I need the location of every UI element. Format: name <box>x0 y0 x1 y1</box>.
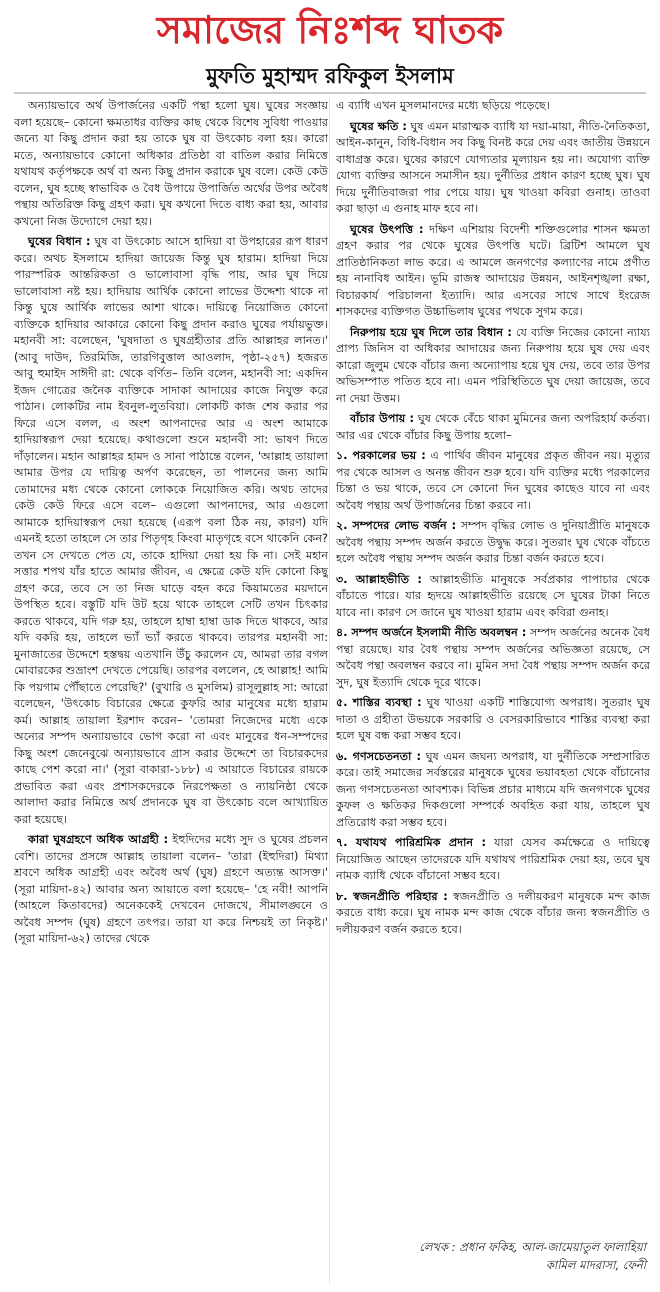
paragraph-nirupay <box>336 325 650 408</box>
article-header <box>0 0 660 94</box>
left-column <box>14 98 328 1284</box>
heading-upay: বাঁচার উপায় : <box>350 412 414 425</box>
list-item-6 <box>336 749 650 832</box>
list-item-1-heading: ১. পরকালের ভয় : <box>336 449 426 462</box>
article-title: সমাজের নিঃশব্দ ঘাতক <box>156 8 504 52</box>
paragraph-khoti <box>336 119 650 218</box>
list-item-8-text: স্বজনপ্রীতি ও দলীয়করণ মানুষকে মন্দ কাজ করতে বাধ্য করে। ঘুষ নামক মন্দ কাজ থেকে বাঁচার জন্য স্বজনপ্রীতি ও দলীয়করণ বর্জন করতে হবে। <box>336 889 650 936</box>
list-item-6-text: ঘুষ এমন জঘন্য অপরাধ, যা দুর্নীতিকে সম্প্রসারিত করে। তাই সমাজের সর্বস্তরের মানুষকে ঘুষের ভয়াবহতা থেকে বাঁচানোর জন্য গণসচেতনতা আবশ্যক। বিভিন্ন প্রচার মাধ্যমে যদি জনগণকে ঘুষের কুফল ও ক্ষতিকর দিকগুলো সম্পর্কে অবহিত করা যায়, তাহলে ঘুষ প্রতিরোধ করা সম্ভব হবে। <box>336 749 650 829</box>
heading-bidhan: ঘুষের বিধান : <box>28 235 91 248</box>
heading-nirupay: নিরুপায় হয়ে ঘুষ দিলে তার বিধান : <box>350 325 512 339</box>
text-upay: ঘুষ থেকে বেঁচে থাকা মুমিনের জন্য অপরিহার্য কর্তব্য। আর এর থেকে বাঁচার কিছু উপায় হলো– <box>336 412 650 442</box>
paragraph-continuation: এ ব্যাধি এখন মুসলমানদের মধ্যে ছড়িয়ে পড়েছে। <box>336 99 550 112</box>
list-item-2 <box>336 518 650 568</box>
list-item-1 <box>336 448 650 514</box>
list-item-3-heading: ৩. আল্লাহভীতি : <box>336 572 422 586</box>
heading-agrohi: কারা ঘুষগ্রহণে অধিক আগ্রহী : <box>28 833 169 846</box>
text-bidhan: ঘুষ বা উৎকোচ আসে হাদিয়া বা উপহারের রূপ ধারণ করে। অথচ ইসলামে হাদিয়া জায়েজ কিন্তু ঘুষ হারাম। হাদিয়া দিয়ে পারস্পরিক আন্তরিকতা ও ভালোবাসা বৃদ্ধি পায়, আর ঘুষ দিয়ে ভালোবাসা নষ্ট হয়। হাদিয়ায় আর্থিক কোনো লাভের উদ্দেশ্য থাকে না কিন্তু ঘুষে আর্থিক লাভের আশা থাকে। দায়িত্বে নিয়োজিত কোনো ব্যক্তিকে হাদিয়ার আকারে কোনো কিছু প্রদান করাও ঘুষের পর্যায়ভুক্ত। মহানবী সা: বলেছেন, 'ঘুষদাতা ও ঘুষগ্রহীতার প্রতি আল্লাহর লানত।' (আবু দাউদ, তিরমিজি, তারগিবুত্তাল আওলাদ, পৃষ্ঠা-২৫৭) হজরত আবু হুমাইদ সাঈদী রা: থেকে বর্ণিত– তিনি বলেন, মহানবী সা: একদিন ইজদ গোত্রের জনৈক ব্যক্তিকে সাদাকা আদায়ের কাজে নিযুক্ত করে পাঠান। লোকটির নাম ইবনুল-লুতবিয়া। লোকটি কাজ শেষ করার পর ফিরে এসে বলল, এ অংশ আপনাদের আর এ অংশ আমাকে হাদিয়াস্বরূপ দেয়া হয়েছে। কথাগুলো শুনে মহানবী সা: ভাষণ দিতে দাঁড়ালেন। মহান আল্লাহর হামদ ও সানা পাঠান্তে বলেন, 'আল্লাহ তায়ালা আমার উপর যে দায়িত্ব অর্পণ করেছেন, তা পালনের জন্য আমি তোমাদের মধ্য থেকে কোনো লোককে নিয়োজিত করি। অথচ তাদের কেউ কেউ ফিরে এসে বলে– এগুলো আপনাদের, আর এগুলো আমাকে হাদিয়াস্বরূপ দেয়া হয়েছে (এরূপ বলা ঠিক নয়, কারণ) যদি এমনই হতো তাহলে সে তার পিতৃগৃহ কিংবা মাতৃগৃহে বসে থাকেনি কেন? তখন সে দেখতে পেত যে, তাকে হাদিয়া দেয়া হয় কি না। সেই মহান সত্তার শপথ যাঁর হাতে আমার জীবন, এ ক্ষেত্রে কেউ যদি কোনো কিছু গ্রহণ করে, তবে সে তা নিজ ঘাড়ে বহন করে কিয়ামতের ময়দানে উপস্থিত হবে। বস্তুটি যদি উট হয়ে থাকে তাহলে সেটি তখন চিৎকার করতে থাকবে, যদি গরু হয়, তাহলে হাম্বা হাম্বা ডাক দিতে থাকবে, আর যদি বকরি হয়, তাহলে ভ্যাঁ ভ্যাঁ করতে থাকবে। তারপর মহানবী সা: মুনাজাতের উদ্দেশে হস্তদ্বয় এতখানি উঁচু করলেন যে, আমরা তার বগল মোবারকের শুভ্রাংশ দেখতে পেয়েছি। তারপর বললেন, হে আল্লাহ! আমি কি পয়গাম পৌঁছাতে পেরেছি?' (বুখারি ও মুসলিম) রাসূলুল্লাহ সা: আরো বলেছেন, 'উৎকোচ বিচারের ক্ষেত্রে কুফরি আর মানুষের মধ্যে হারাম কর্ম। আল্লাহ তায়ালা ইরশাদ করেন– 'তোমরা নিজেদের মধ্যে একে অন্যের সম্পদ অন্যায়ভাবে ভোগ করো না এবং মানুষের ধন-সম্পদের কিছু অংশ জেনেবুঝে অন্যায়ভাবে গ্রাস করার উদ্দেশে তা বিচারকদের কাছে পেশ করো না।' (সূরা বাকারা-১৮৮) এ আয়াতে বিচারের রায়কে প্রভাবিত করা এবং প্রশাসকদেরকে নিরপেক্ষতা ও ন্যায়নিষ্ঠা থেকে আলাদা করার নিমিত্তে অর্থ প্রদানকে ঘুষ বা উৎকোচ বলে আখ্যায়িত করা হয়েছে। <box>14 235 328 826</box>
paragraph-upay <box>336 411 650 444</box>
list-item-7 <box>336 835 650 885</box>
text-utpotti: দক্ষিণ এশিয়ায় বিদেশী শক্তিগুলোর শাসন ক্ষমতা গ্রহণ করার পর থেকে ঘুষের উৎপত্তি ঘটে। ব্রিটিশ আমলে ঘুষ প্রাতিষ্ঠানিকতা লাভ করে। এ আমলে জনগণের কল্যাণের নামে প্রণীত হয় নানাবিধ আইন। ভূমি রাজস্ব আদায়ের উন্নয়ন, আইনশৃঙ্খলা রক্ষা, বিচারকার্য পরিচালনা ইত্যাদি। আর এসবের সাথে সাথে ইংরেজ শাসকদের ব্যক্তিগত উচ্চাভিলাষ ঘুষের পথকে সুগম করে। <box>336 222 650 318</box>
list-item-3 <box>336 572 650 622</box>
article-author: মুফতি মুহাম্মদ রফিকুল ইসলাম <box>206 64 454 88</box>
list-item-8-heading: ৮. স্বজনপ্রীতি পরিহার : <box>336 889 448 903</box>
author-credit-line-1: লেখক : প্রধান ফকিহ, আল-জামেয়াতুল ফালাহিয়া <box>419 1240 646 1254</box>
list-item-2-text: সম্পদ বৃদ্ধির লোভ ও দুনিয়াপ্রীতি মানুষকে অবৈধ পন্থায় সম্পদ অর্জন করতে উদ্বুদ্ধ করে। সুতরাং ঘুষ থেকে বাঁচতে হলে অবৈধ পন্থায় সম্পদ অর্জন করার চিন্তা বর্জন করতে হবে। <box>336 519 650 565</box>
author-credit <box>336 1238 646 1274</box>
list-item-7-heading: ৭. যথাযথ পারিশ্রমিক প্রদান : <box>336 836 486 849</box>
list-item-6-heading: ৬. গণসচেতনতা : <box>336 749 421 763</box>
text-khoti: ঘুষ এমন মারাত্মক ব্যাধি যা দয়া-মায়া, নীতি-নৈতিকতা, আইন-কানুন, বিধি-বিধান সব কিছু বিনষ্ট করে দেয় এবং জাতীয় উন্নয়নে বাধাগ্রস্ত করে। ঘুষের কারণে যোগ্যতার মূল্যায়ন হয় না। অযোগ্য ব্যক্তি যোগ্য ব্যক্তির আসনে সমাসীন হয়। দুর্নীতির প্রধান কারণ হচ্ছে ঘুষ। ঘুষ দিয়ে দুর্নীতিবাজরা পার পেয়ে যায়। ঘুষ খাওয়া কবিরা গুনাহ। তাওবা করা ছাড়া এ গুনাহ মাফ হবে না। <box>336 119 650 215</box>
list-item-1-text: এ পার্থিব জীবন মানুষের প্রকৃত জীবন নয়। মৃত্যুর পর থেকে আসল ও অনন্ত জীবন শুরু হবে। যদি ব্যক্তির মধ্যে পরকালের চিন্তা ও ভয় থাকে, তবে সে কোনো দিন ঘুষের কাছেও যাবে না এবং অবৈধ পন্থায় অর্থ উপার্জনের চিন্তা করবে না। <box>336 449 650 512</box>
paragraph-intro: অন্যায়ভাবে অর্থ উপার্জনের একটি পন্থা হলো ঘুষ। ঘুষের সংজ্ঞায় বলা হয়েছে– কোনো ক্ষমতাধর ব্যক্তির কাছ থেকে বিশেষ সুবিধা পাওয়ার জন্যে যা কিছু প্রদান করা হয় তাকে ঘুষ বা উৎকোচ বলা হয়। কারো মতে, অন্যায়ভাবে কোনো অধিকার প্রতিষ্ঠা বা বাতিল করার নিমিত্তে যথাযথ কর্তৃপক্ষকে অর্থ বা অন্য কিছু প্রদান করাকে ঘুষ বলে। কেউ কেউ বলেন, ঘুষ হচ্ছে স্বাভাবিক ও বৈধ উপায়ে উপার্জিত অর্থের উপর অবৈধ পন্থায় অতিরিক্ত কিছু গ্রহণ করা। ঘুষ কখনো দিতে বাধ্য করা হয়, আবার কখনো নিজ উদ্যোগে দেয়া হয়। <box>14 99 328 228</box>
list-item-5 <box>336 695 650 745</box>
list-item-8 <box>336 889 650 939</box>
list-item-7-text: যারা যেসব কর্মক্ষেত্রে ও দায়িত্বে নিয়োজিত আছেন তাদেরকে যদি যথাযথ পারিশ্রমিক দেয়া হয়, তবে ঘুষ নামক ব্যাধি থেকে বাঁচানো সম্ভব হবে। <box>336 836 650 882</box>
list-item-2-heading: ২. সম্পদের লোভ বর্জন : <box>336 519 457 532</box>
list-item-5-text: ঘুষ খাওয়া একটি শাস্তিযোগ্য অপরাধ। সুতরাং ঘুষ দাতা ও গ্রহীতা উভয়কে সরকারি ও বেসরকারিভাবে শাস্তির ব্যবস্থা করা হলে ঘুষ বন্ধ করা সম্ভব হবে। <box>336 696 650 742</box>
list-item-4 <box>336 625 650 691</box>
author-credit-line-2: কামিল মাদরাসা, ফেনী <box>545 1258 646 1272</box>
list-item-4-heading: ৪. সম্পদ অর্জনে ইসলামী নীতি অবলম্বন : <box>336 626 527 639</box>
list-item-4-text: সম্পদ অর্জনের অনেক বৈধ পন্থা রয়েছে। যার বৈধ পন্থায় সম্পদ অর্জনের অভিজ্ঞতা রয়েছে, সে অবৈধ পন্থা অবলম্বন করবে না। মুমিন সদা বৈধ পন্থায় সম্পদ অর্জন করে সুদ, ঘুষ ইত্যাদি থেকে দূরে থাকে। <box>336 626 650 689</box>
heading-khoti: ঘুষের ক্ষতি : <box>350 119 407 133</box>
list-item-5-heading: ৫. শাস্তির ব্যবস্থা : <box>336 696 422 709</box>
text-nirupay: যে ব্যক্তি নিজের কোনো ন্যায্য প্রাপ্য জিনিস বা অধিকার আদায়ের জন্য নিরুপায় হয়ে ঘুষ দেয় এবং কারো জুলুম থেকে বাঁচার জন্য অন্যোপায় হয়ে ঘুষ দেয়, তবে তার উপর অভিসম্পাত পতিত হবে না। এমন পরিস্থিতিতে ঘুষ দেয়া জায়েজ, তবে না দেয়া উত্তম। <box>336 325 650 405</box>
paragraph-bidhan <box>14 234 328 828</box>
right-column <box>336 98 650 1284</box>
paragraph-agrohi <box>14 832 328 948</box>
heading-utpotti: ঘুষের উৎপত্তি : <box>350 222 424 236</box>
list-item-3-text: আল্লাহভীতি মানুষকে সর্বপ্রকার পাপাচার থেকে বাঁচাতে পারে। যার হৃদয়ে আল্লাহভীতি রয়েছে সে ঘুষের টাকা নিতে যাবে না। কারণ সে জানে ঘুষ খাওয়া হারাম এবং কবিরা গুনাহ। <box>336 572 650 619</box>
paragraph-utpotti <box>336 222 650 321</box>
text-agrohi: ইহুদিদের মধ্যে সুদ ও ঘুষের প্রচলন বেশি। তাদের প্রসঙ্গে আল্লাহ তায়ালা বলেন– 'তারা (ইহুদিরা) মিথ্যা শ্রবণে অধিক আগ্রহী এবং অবৈধ অর্থ (ঘুষ) গ্রহণে অত্যন্ত আসক্ত।' (সূরা মায়িদা-৪২) আবার অন্য আয়াতে বলা হয়েছে– 'হে নবী! আপনি (আহলে কিতাবদের) অনেককেই দেখবেন দোজখে, সীমালঙ্ঘনে ও অবৈধ সম্পদ (ঘুষ) গ্রহণে তৎপর। তারা যা করে নিশ্চয়ই তা নিকৃষ্ট।' (সূরা মায়িদা-৬২) তাদের থেকে <box>14 833 328 945</box>
column-divider <box>329 98 330 1284</box>
header-rule <box>14 92 646 94</box>
